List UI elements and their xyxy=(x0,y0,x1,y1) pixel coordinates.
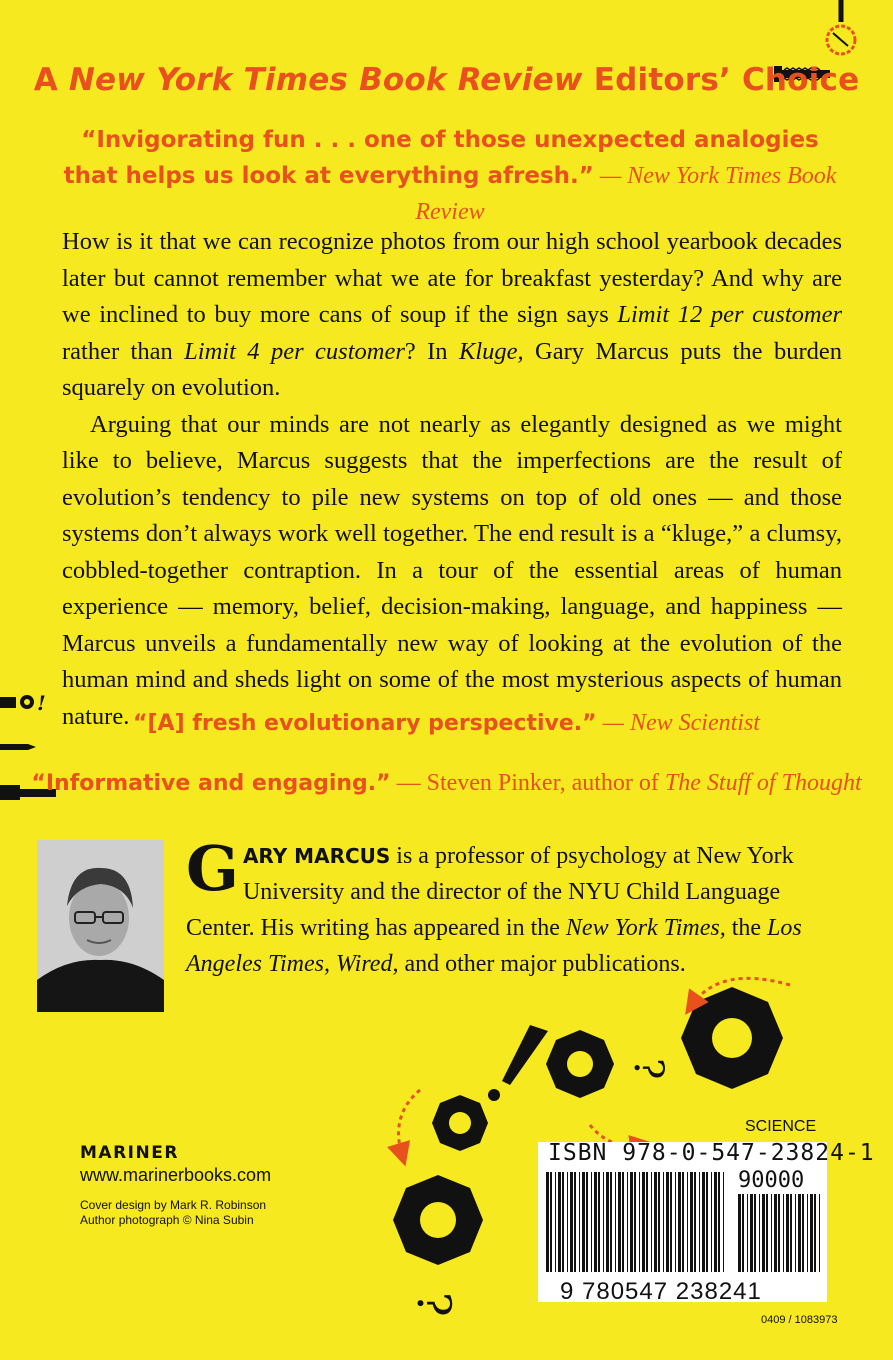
barcode-bar xyxy=(786,1194,789,1272)
barcode-bar xyxy=(771,1194,772,1272)
barcode-bar xyxy=(675,1172,676,1272)
barcode-bar xyxy=(562,1172,564,1272)
barcode-bar xyxy=(790,1194,792,1272)
barcode-bar xyxy=(742,1194,744,1272)
barcode-bar xyxy=(747,1194,748,1272)
barcode-bar xyxy=(663,1172,664,1272)
barcode-bar xyxy=(546,1172,549,1272)
author-bio: GARY MARCUS is a professor of psychology at New York University and the director of the NYU Child Language Center. His writing has appeared in the New York Times, the Los Angeles Times, Wired, and other major publications. xyxy=(186,832,802,977)
barcode-bar xyxy=(670,1172,672,1272)
barcode-bar xyxy=(706,1172,708,1272)
author-photo-credit: Author photograph © Nina Subin xyxy=(80,1213,254,1227)
barcode-bar xyxy=(555,1172,556,1272)
barcode-bar xyxy=(762,1194,765,1272)
barcode-bar xyxy=(658,1172,660,1272)
headline: A New York Times Book Review Editors’ Choice xyxy=(33,62,860,98)
barcode-bar xyxy=(810,1194,813,1272)
barcode-bar xyxy=(567,1172,568,1272)
barcode-bar xyxy=(802,1194,804,1272)
barcode-bar xyxy=(814,1194,816,1272)
barcode-bar xyxy=(630,1172,633,1272)
drop-cap: G xyxy=(186,832,239,905)
barcode-bar xyxy=(579,1172,580,1272)
barcode-bar xyxy=(570,1172,573,1272)
price-code: 90000 xyxy=(738,1168,805,1193)
barcode-bar xyxy=(594,1172,597,1272)
top-quote-source: New York Times Book Review xyxy=(415,163,837,225)
barcode-digits: 9 780547 238241 xyxy=(560,1278,762,1305)
barcode-bar xyxy=(622,1172,624,1272)
barcode-bar xyxy=(610,1172,612,1272)
barcode-bar xyxy=(778,1194,780,1272)
barcode-bar xyxy=(766,1194,768,1272)
barcode-bar xyxy=(687,1172,688,1272)
barcode-bar xyxy=(646,1172,648,1272)
publisher-url: www.marinerbooks.com xyxy=(80,1165,272,1185)
barcode-bar xyxy=(603,1172,604,1272)
publisher-name: MARINER xyxy=(80,1143,179,1163)
barcode-bar xyxy=(634,1172,636,1272)
isbn-label: ISBN 978-0-547-23824-1 xyxy=(548,1140,875,1166)
barcode-bar xyxy=(699,1172,700,1272)
barcode-bar xyxy=(819,1194,820,1272)
author-name: ARY MARCUS xyxy=(242,844,391,868)
description-paragraph-1: How is it that we can recognize photos from our high school yearbook decades later but cannot remember what we ate for breakfast yesterday? And why are we inclined to buy more cans of soup if the sign says Limit 12 per customer rather than Limit 4 per customer? In Kluge, Gary Marcus puts the burden squarely on evolution. xyxy=(62,228,843,401)
barcode-bar xyxy=(702,1172,705,1272)
nail-icon xyxy=(0,738,40,758)
headline-publication: New York Times Book Review xyxy=(68,62,583,98)
category-label: SCIENCE xyxy=(745,1118,817,1135)
barcode-bar xyxy=(586,1172,588,1272)
barcode-bar xyxy=(651,1172,652,1272)
author-photo xyxy=(37,840,164,1012)
barcode-bar xyxy=(582,1172,585,1272)
barcode-bar xyxy=(682,1172,684,1272)
barcode-bar xyxy=(654,1172,657,1272)
barcode-bar xyxy=(678,1172,681,1272)
barcode-bar xyxy=(718,1172,720,1272)
top-review-quote: “Invigorating fun . . . one of those unexpected analogies that helps us look at everything afresh.” — New York Times Book Review xyxy=(63,127,837,225)
quote2-source: New Scientist xyxy=(629,710,760,736)
barcode-bar xyxy=(558,1172,561,1272)
barcode-bar xyxy=(750,1194,753,1272)
barcode-bar xyxy=(666,1172,669,1272)
barcode-bar xyxy=(798,1194,801,1272)
barcode-bar xyxy=(694,1172,696,1272)
barcode-bar xyxy=(550,1172,552,1272)
barcode-bar xyxy=(754,1194,756,1272)
pinker-quote: “Informative and engaging.” — Steven Pinker, author of The Stuff of Thought xyxy=(31,770,862,796)
barcode-bar xyxy=(642,1172,645,1272)
barcode-bar xyxy=(591,1172,592,1272)
barcode-bar xyxy=(618,1172,621,1272)
book-description xyxy=(62,224,842,735)
barcode-bar xyxy=(690,1172,693,1272)
barcode-bar xyxy=(759,1194,760,1272)
barcode-bar xyxy=(615,1172,616,1272)
barcode-bar xyxy=(738,1194,741,1272)
description-paragraph-2: Arguing that our minds are not nearly as elegantly designed as we might like to believe, Marcus suggests that the imperfections are the result of evolution’s tendency to pile new systems on top of old ones — and those systems don’t always work well together. The end result is a “kluge,” a clumsy, cobbled-together contraption. In a tour of the essential areas of human experience — memory, belief, decision-making, language, and happiness — Marcus unveils a fundamentally new way of looking at the evolution of the human mind and sheds light on some of the most mysterious aspects of human nature. xyxy=(62,410,842,730)
svg-text:!: ! xyxy=(37,691,46,715)
new-scientist-quote: “[A] fresh evolutionary perspective.” — New Scientist xyxy=(133,710,760,736)
barcode-bar xyxy=(714,1172,717,1272)
barcode-bar xyxy=(574,1172,576,1272)
barcode-bar xyxy=(723,1172,724,1272)
print-code: 0409 / 1083973 xyxy=(761,1314,838,1326)
barcode-bar xyxy=(807,1194,808,1272)
barcode-bar xyxy=(774,1194,777,1272)
barcode-bar xyxy=(711,1172,712,1272)
quote3-book: The Stuff of Thought xyxy=(664,770,862,796)
barcode-bar xyxy=(639,1172,640,1272)
barcode-bar xyxy=(627,1172,628,1272)
barcode-bar xyxy=(795,1194,796,1272)
svg-text:?: ? xyxy=(407,1292,461,1317)
barcode-bar xyxy=(606,1172,609,1272)
barcode-bar xyxy=(598,1172,600,1272)
barcode-bar xyxy=(783,1194,784,1272)
cover-design-credit: Cover design by Mark R. Robinson xyxy=(80,1198,267,1212)
svg-text:?: ? xyxy=(625,1058,671,1080)
